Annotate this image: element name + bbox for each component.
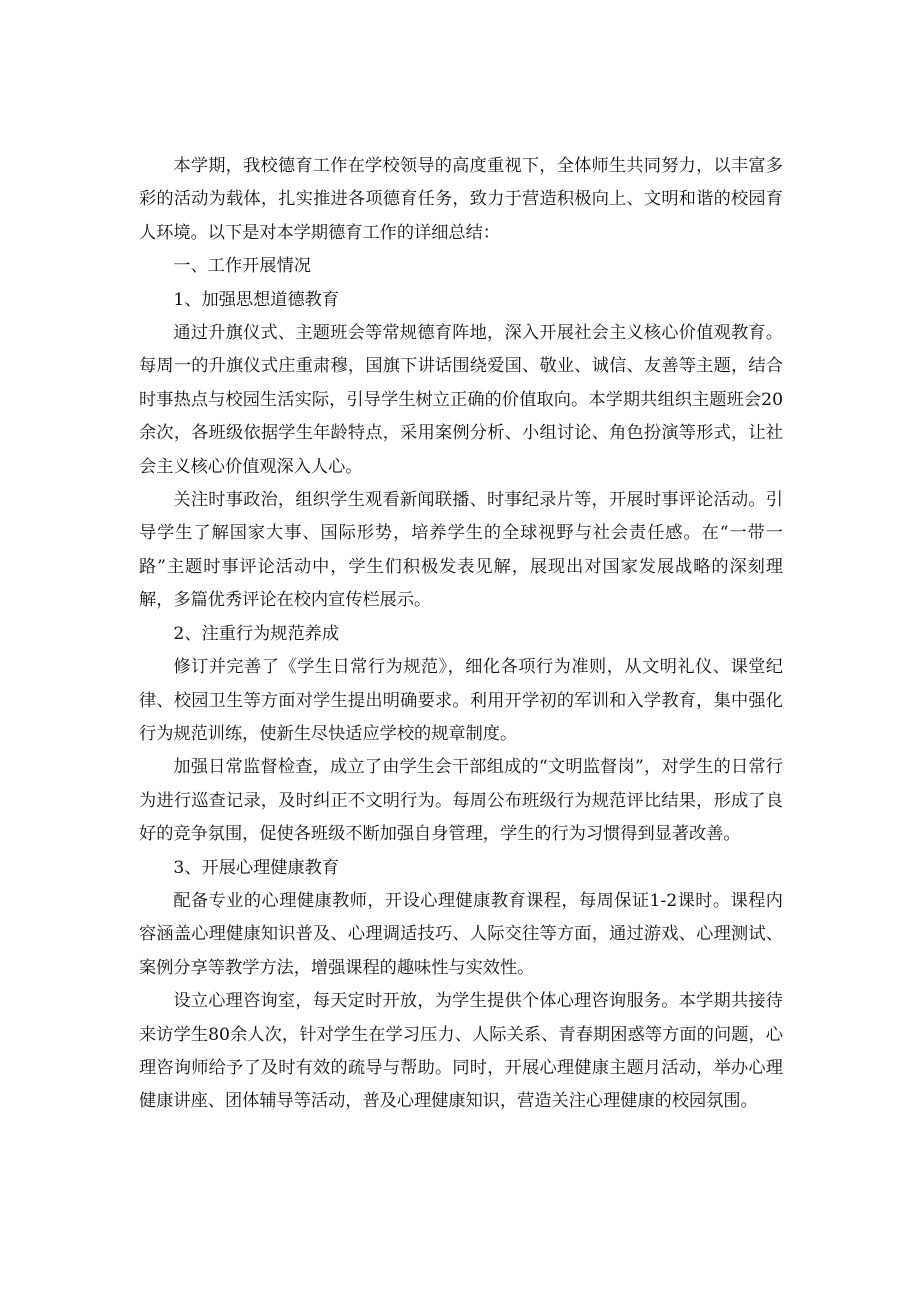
intro-paragraph: 本学期，我校德育工作在学校领导的高度重视下，全体师生共同努力，以丰富多彩的活动为载体，扎实推进各项德育任务，致力于营造积极向上、文明和谐的校园育人环境。以下是对本学期德育工作的详细总结： [139,156,783,243]
subsection-heading-moral-education: 1、加强思想道德教育 [173,289,340,310]
paragraph-counseling-room: 设立心理咨询室，每天定时开放，为学生提供个体心理咨询服务。本学期共接待来访学生80余人次，针对学生在学习压力、人际关系、青春期困惑等方面的问题，心理咨询师给予了及时有效的疏导与帮助。同时，开展心理健康主题月活动，举办心理健康讲座、团体辅导等活动，普及心理健康知识，营造关注心理健康的校园氛围。 [139,991,783,1112]
paragraph-mental-health-course: 配备专业的心理健康教师，开设心理健康教育课程，每周保证1-2课时。课程内容涵盖心理健康知识普及、心理调适技巧、人际交往等方面，通过游戏、心理测试、案例分享等教学方法，增强课程的趣味性与实效性。 [139,890,783,978]
document-body [139,150,783,1119]
paragraph-flag-ceremony: 通过升旗仪式、主题班会等常规德育阵地，深入开展社会主义核心价值观教育。每周一的升旗仪式庄重肃穆，国旗下讲话围绕爱国、敬业、诚信、友善等主题，结合时事热点与校园生活实际，引导学生树立正确的价值取向。本学期共组织主题班会20余次，各班级依据学生年龄特点，采用案例分析、小组讨论、角色扮演等形式，让社会主义核心价值观深入人心。 [139,323,783,477]
section-heading-work-overview: 一、工作开展情况 [173,256,311,277]
paragraph-current-affairs: 关注时事政治，组织学生观看新闻联播、时事纪录片等，开展时事评论活动。引导学生了解国家大事、国际形势，培养学生的全球视野与社会责任感。在“一带一路”主题时事评论活动中，学生们积极发表见解，展现出对国家发展战略的深刻理解，多篇优秀评论在校内宣传栏展示。 [139,490,783,611]
paragraph-code-of-conduct: 修订并完善了《学生日常行为规范》，细化各项行为准则，从文明礼仪、课堂纪律、校园卫生等方面对学生提出明确要求。利用开学初的军训和入学教育，集中强化行为规范训练，使新生尽快适应学校的规章制度。 [139,657,783,744]
subsection-heading-mental-health: 3、开展心理健康教育 [173,857,340,878]
paragraph-supervision: 加强日常监督检查，成立了由学生会干部组成的“文明监督岗”，对学生的日常行为进行巡查记录，及时纠正不文明行为。每周公布班级行为规范评比结果，形成了良好的竞争氛围，促使各班级不断加强自身管理，学生的行为习惯得到显著改善。 [139,757,783,845]
subsection-heading-behavior-norms: 2、注重行为规范养成 [173,623,340,644]
